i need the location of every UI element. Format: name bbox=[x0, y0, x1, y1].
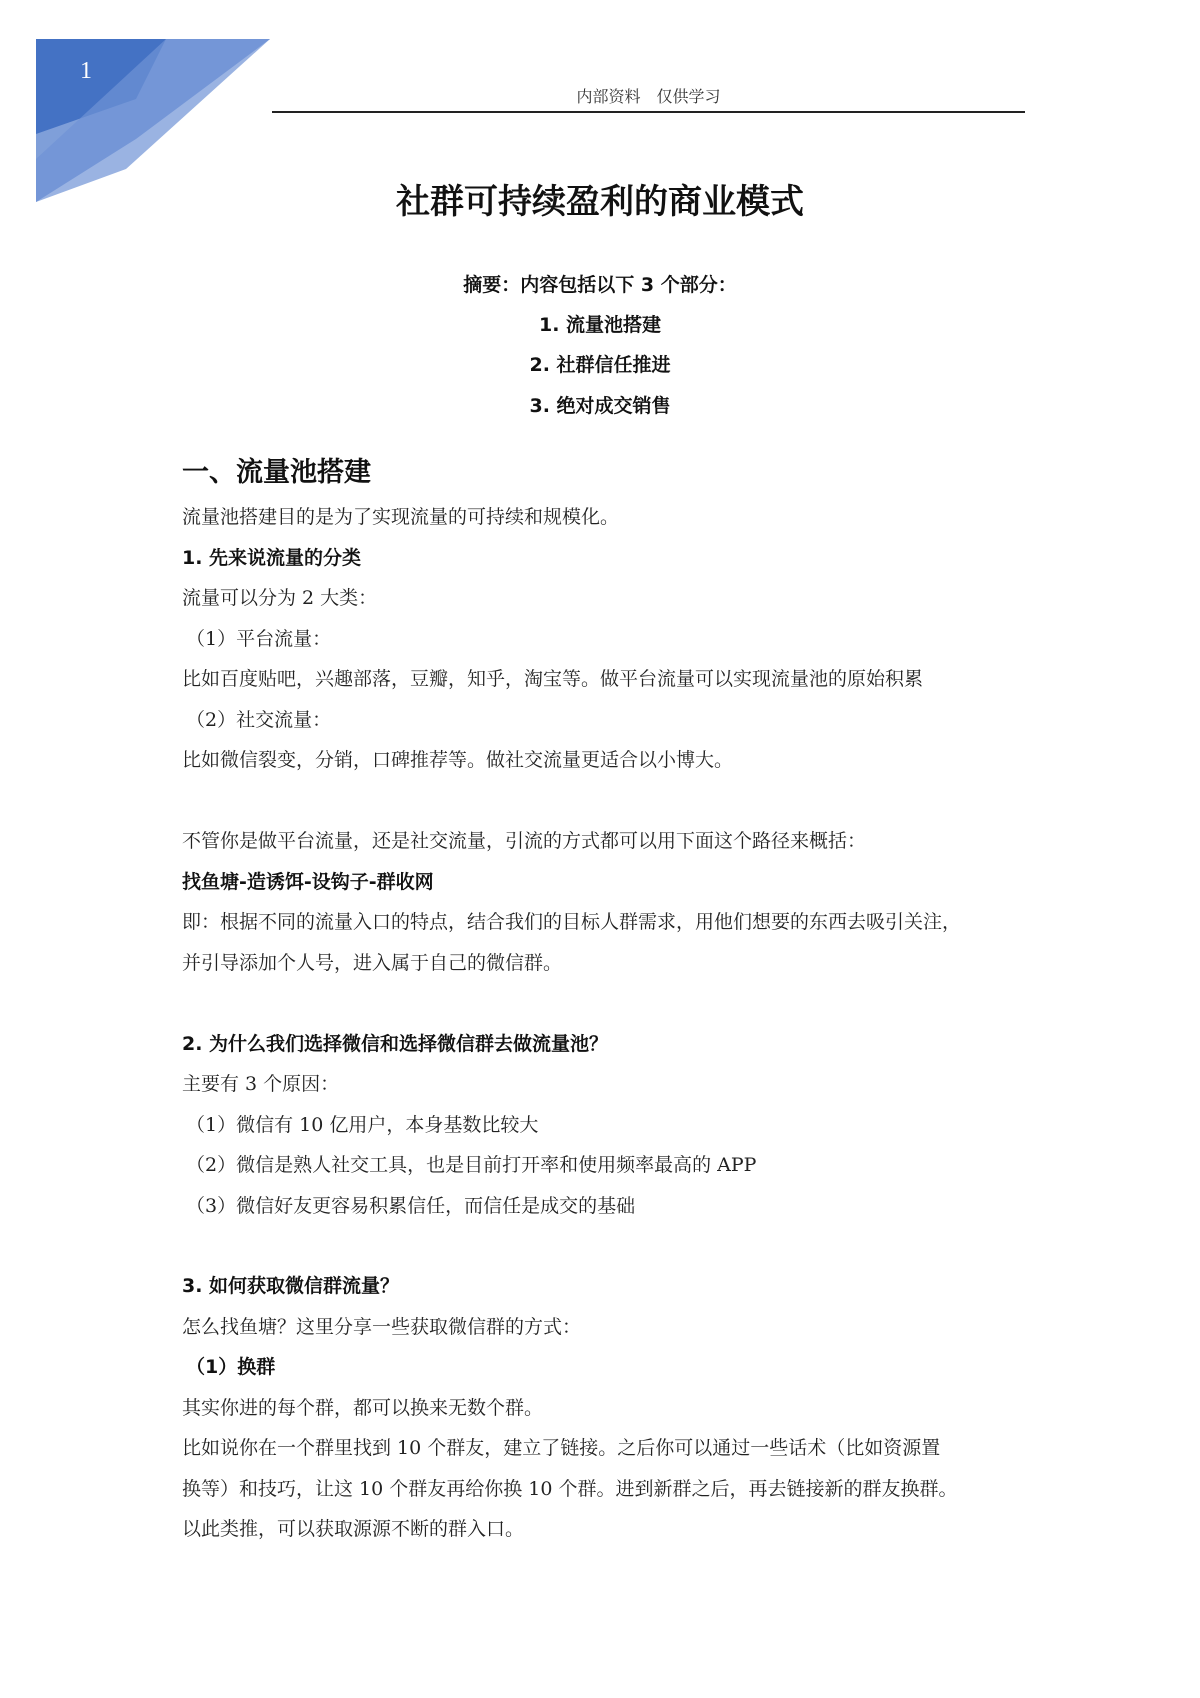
page-header: 内部资料 仅供学习 bbox=[576, 87, 721, 106]
paragraph-line: 其实你进的每个群，都可以换来无数个群。 bbox=[182, 1397, 544, 1419]
page-number: 1 bbox=[80, 58, 92, 84]
header-divider bbox=[272, 111, 1025, 113]
paragraph-line: 主要有 3 个原因： bbox=[182, 1073, 340, 1095]
subheading: （1）换群 bbox=[186, 1356, 276, 1378]
paragraph-line: （2）社交流量： bbox=[186, 709, 332, 731]
paragraph-line: 不管你是做平台流量，还是社交流量，引流的方式都可以用下面这个路径来概括： bbox=[182, 830, 867, 852]
paragraph-line: 以此类推，可以获取源源不断的群入口。 bbox=[182, 1518, 525, 1540]
paragraph-line: 比如微信裂变，分销，口碑推荐等。做社交流量更适合以小博大。 bbox=[182, 749, 734, 771]
subheading: 2. 为什么我们选择微信和选择微信群去做流量池？ bbox=[182, 1033, 609, 1055]
paragraph-line: 换等）和技巧，让这 10 个群友再给你换 10 个群。进到新群之后，再去链接新的群友换群。 bbox=[182, 1478, 958, 1500]
paragraph-line: （1）微信有 10 亿用户，本身基数比较大 bbox=[186, 1114, 539, 1136]
paragraph-line: 流量可以分为 2 大类： bbox=[182, 587, 378, 609]
section-heading: 一、流量池搭建 bbox=[182, 457, 371, 488]
subheading: 3. 如何获取微信群流量？ bbox=[182, 1275, 400, 1297]
document-title: 社群可持续盈利的商业模式 bbox=[396, 182, 804, 222]
paragraph-line: （1）平台流量： bbox=[186, 628, 332, 650]
paragraph-line: 即：根据不同的流量入口的特点，结合我们的目标人群需求，用他们想要的东西去吸引关注， bbox=[182, 911, 962, 933]
paragraph-line: （3）微信好友更容易积累信任，而信任是成交的基础 bbox=[186, 1195, 636, 1217]
paragraph-line: 比如百度贴吧，兴趣部落，豆瓣，知乎，淘宝等。做平台流量可以实现流量池的原始积累 bbox=[182, 668, 924, 690]
abstract-intro: 摘要：内容包括以下 3 个部分： bbox=[463, 274, 737, 296]
paragraph-line: 比如说你在一个群里找到 10 个群友，建立了链接。之后你可以通过一些话术（比如资源置 bbox=[182, 1437, 941, 1459]
paragraph-line: 流量池搭建目的是为了实现流量的可持续和规模化。 bbox=[182, 506, 620, 528]
abstract-item: 1. 流量池搭建 bbox=[538, 314, 662, 336]
subheading: 1. 先来说流量的分类 bbox=[182, 547, 362, 569]
paragraph-line: 并引导添加个人号，进入属于自己的微信群。 bbox=[182, 952, 563, 974]
abstract-item: 2. 社群信任推进 bbox=[529, 354, 671, 376]
abstract-item: 3. 绝对成交销售 bbox=[529, 395, 671, 417]
subheading: 找鱼塘-造诱饵-设钩子-群收网 bbox=[182, 871, 434, 893]
paragraph-line: （2）微信是熟人社交工具，也是目前打开率和使用频率最高的 APP bbox=[186, 1154, 757, 1176]
paragraph-line: 怎么找鱼塘？这里分享一些获取微信群的方式： bbox=[182, 1316, 582, 1338]
